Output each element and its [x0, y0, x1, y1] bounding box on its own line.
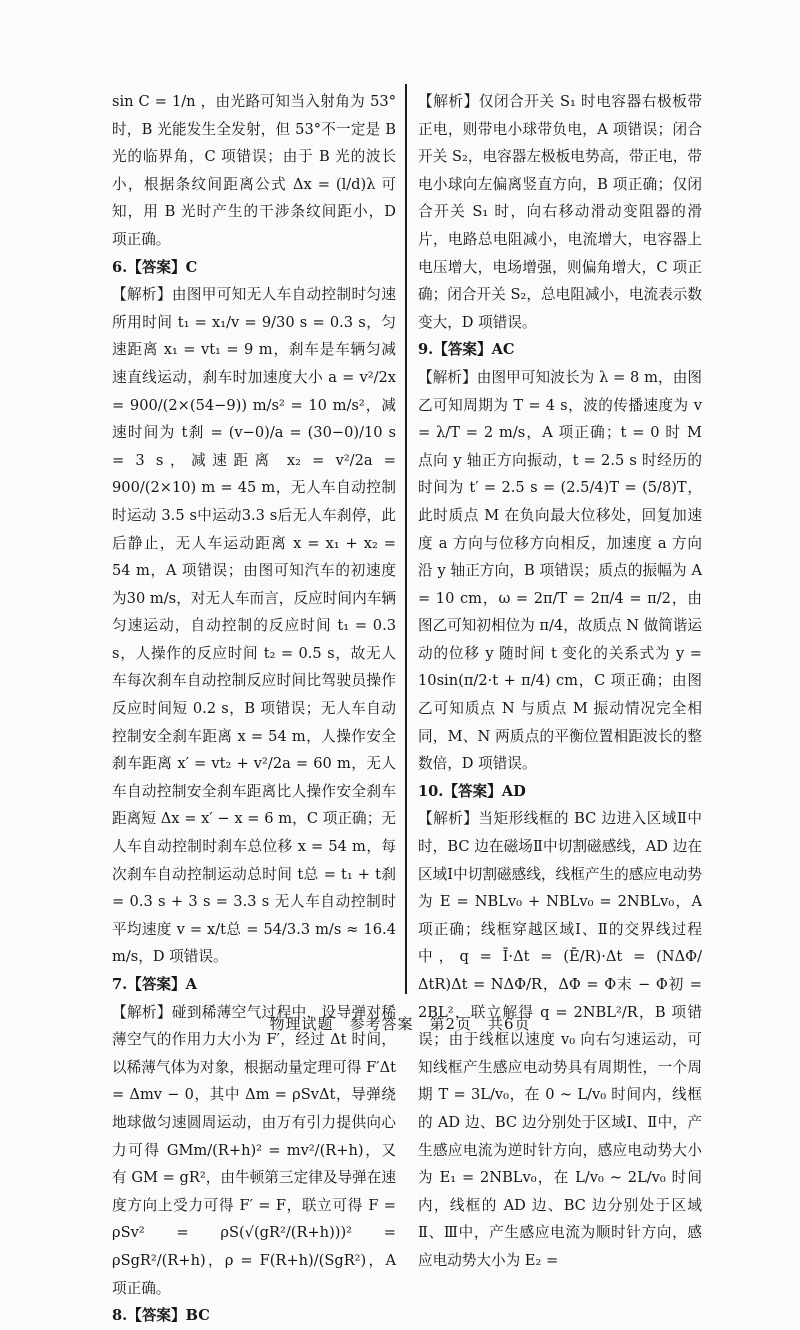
column-divider [405, 84, 407, 994]
answer-heading: 6.【答案】C [112, 258, 198, 276]
answer-heading: 10.【答案】AD [418, 782, 526, 800]
page-footer: 物理试题 参考答案 第2页 共6页 [269, 1015, 531, 1033]
answer-heading: 7.【答案】A [112, 976, 197, 993]
text-block: 【解析】由图甲可知波长为 λ = 8 m，由图乙可知周期为 T = 4 s，波的传播速度为 v = λ/T = 2 m/s，A 项正确；t = 0 时 M 点向 y 轴正方向振动，t = 2.5 s 时经历的时间为 t′ = 2.5 s = (2.5/4)T = (5/8)T，此时质点 M 在负向最大位移处，回复加速度 a 方向与位移方向相反，加速度 a 方向沿 y 轴正方向，B 项错误；质点的振幅为 A = 10 cm，ω = 2π/T = 2π/4 = π/2，由图乙可知初相位为 π/4，故质点 N 做简谐运动的位移 y 随时间 t 变化的关系式为 y = 10sin(π/2·t + π/4) cm，C 项正确；由图乙可知质点 N 与质点 M 振动情况完全相同，M、N 两质点的平衡位置相距波长的整数倍，D 项错误。 [418, 368, 702, 773]
answer-heading: 8.【答案】BC [112, 1307, 210, 1325]
answer-heading: 9.【答案】AC [418, 341, 515, 359]
text-block: 【解析】由图甲可知无人车自动控制时匀速所用时间 t₁ = x₁/v = 9/30 s = 0.3 s，匀速距离 x₁ = vt₁ = 9 m，刹车是车辆匀减速直线运动，刹车时加速度大小 a = v²/2x = 900/(2×(54−9)) m/s² = 10 m/s²，减速时间为 t刹 = (v−0)/a = (30−0)/10 s = 3 s，减速距离 x₂ = v²/2a = 900/(2×10) m = 45 m，无人车自动控制时运动 3.5 s中运动3.3 s后无人车刹停，此后静止，无人车运动距离 x = x₁ + x₂ = 54 m，A 项错误；由图可知汽车的初速度为30 m/s，对无人车而言，反应时间内车辆匀速运动，自动控制的反应时间 t₁ = 0.3 s，人操作的反应时间 t₂ = 0.5 s，故无人车每次刹车自动控制反应时间比驾驶员操作反应时间短 0.2 s，B 项错误；无人车自动控制安全刹车距离 x = 54 m，人操作安全刹车距离 x′ = vt₂ + v²/2a = 60 m，无人车自动控制安全刹车距离比人操作安全刹车距离短 Δx = x′ − x = 6 m，C 项正确；无人车自动控制时刹车总位移 x = 54 m，每次刹车自动控制运动总时间 t总 = t₁ + t刹 = 0.3 s + 3 s = 3.3 s 无人车自动控制时平均速度 v = x/t总 = 54/3.3 m/s ≈ 16.4 m/s，D 项错误。 [112, 286, 396, 966]
left-column [112, 88, 396, 1330]
text-block: sin C = 1/n ，由光路可知当入射角为 53°时，B 光能发生全发射，但 53°不一定是 B 光的临界角，C 项错误；由于 B 光的波长小，根据条纹间距离公式 Δx = (l/d)λ 可知，用 B 光时产生的干涉条纹间距小，D 项正确。 [112, 93, 396, 248]
right-column [418, 88, 702, 1275]
text-block: 【解析】碰到稀薄空气过程中，设导弹对稀薄空气的作用力大小为 F′，经过 Δt 时间，以稀薄气体为对象，根据动量定理可得 F′Δt = Δmv − 0，其中 Δm = ρSvΔt，导弹绕地球做匀速圆周运动，由万有引力提供向心力可得 GMm/(R+h)² = mv²/(R+h)，又有 GM = gR²，由牛顿第三定律及导弹在速度方向上受力可得 F′ = F，联立可得 F = ρSv² = ρS(√(gR²/(R+h)))² = ρSgR²/(R+h)，ρ = F(R+h)/(SgR²)，A 项正确。 [112, 1003, 396, 1297]
text-block: 【解析】仅闭合开关 S₁ 时电容器右极板带正电，则带电小球带负电，A 项错误；闭合开关 S₂，电容器左极板电势高，带正电，带电小球向左偏离竖直方向，B 项正确；仅闭合开关 S₁ 时，向右移动滑动变阻器的滑片，电路总电阻减小，电流增大，电容器上电压增大，电场增强，则偏角增大，C 项正确；闭合开关 S₂，总电阻减小，电流表示数变大，D 项错误。 [418, 93, 702, 331]
text-block: 【解析】当矩形线框的 BC 边进入区域Ⅱ中时，BC 边在磁场Ⅱ中切割磁感线，AD 边在区域Ⅰ中切割磁感线，线框产生的感应电动势为 E = NBLv₀ + NBLv₀ = 2NBLv₀，A 项正确；线框穿越区域Ⅰ、Ⅱ的交界线过程中，q = Ī·Δt = (Ē/R)·Δt = (NΔΦ/ΔtR)Δt = NΔΦ/R，ΔΦ = Φ末 − Φ初 = 2BL²，联立解得 q = 2NBL²/R，B 项错误；由于线框以速度 v₀ 向右匀速运动，可知线框产生感应电动势具有周期性，一个周期 T = 3L/v₀，在 0 ~ L/v₀ 时间内，线框的 AD 边、BC 边分别处于区域Ⅰ、Ⅱ中，产生感应电流为逆时针方向，感应电动势大小为 E₁ = 2NBLv₀，在 L/v₀ ~ 2L/v₀ 时间内，线框的 AD 边、BC 边分别处于区域Ⅱ、Ⅲ中，产生感应电流为顺时针方向，感应电动势大小为 E₂ = [418, 810, 702, 1269]
